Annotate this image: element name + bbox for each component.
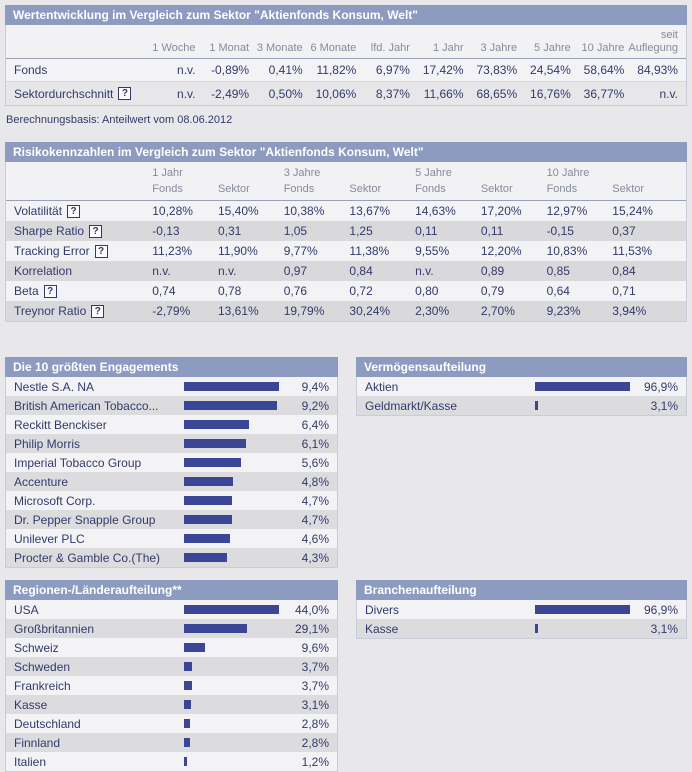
chart-row bbox=[6, 714, 337, 733]
chart-item-label: Dr. Pepper Snapple Group bbox=[14, 512, 156, 527]
chart-item-label: Nestle S.A. NA bbox=[14, 379, 95, 394]
chart-row bbox=[6, 434, 337, 453]
cell-value: 36,77% bbox=[583, 86, 625, 101]
chart-item-label: Divers bbox=[365, 602, 400, 617]
cell-value: -2,79% bbox=[152, 304, 191, 318]
help-icon[interactable]: ? bbox=[95, 245, 108, 258]
bar bbox=[184, 515, 232, 524]
charts-row-1 bbox=[5, 357, 687, 568]
bar bbox=[535, 624, 538, 633]
top-holdings-panel bbox=[5, 357, 338, 568]
chart-row bbox=[6, 733, 337, 752]
help-icon[interactable]: ? bbox=[91, 305, 104, 318]
bar bbox=[184, 757, 187, 766]
cell-value: 17,42% bbox=[422, 63, 464, 77]
chart-item-label: Finnland bbox=[14, 735, 61, 750]
cell-value: 10,38% bbox=[283, 204, 325, 218]
bar bbox=[184, 700, 191, 709]
help-icon[interactable]: ? bbox=[118, 87, 131, 100]
row-label: Sektordurchschnitt bbox=[14, 86, 114, 101]
bar-track bbox=[184, 382, 284, 391]
chart-row bbox=[6, 600, 337, 619]
bar-track bbox=[184, 515, 284, 524]
bar-track bbox=[184, 700, 284, 709]
chart-row bbox=[6, 415, 337, 434]
cell-value: n.v. bbox=[177, 86, 196, 101]
cell-value: 0,72 bbox=[349, 284, 373, 298]
performance-table bbox=[5, 25, 687, 106]
cell-value: 58,64% bbox=[583, 63, 625, 77]
sector-allocation-panel bbox=[356, 580, 687, 639]
cell-value: 0,78 bbox=[217, 284, 242, 298]
bar-track bbox=[535, 605, 635, 614]
cell-value: 0,76 bbox=[283, 284, 308, 298]
column-header: 1 Monat bbox=[209, 42, 250, 54]
subcolumn-header: Fonds bbox=[415, 183, 446, 195]
chart-item-label: Schweiz bbox=[14, 640, 59, 655]
chart-item-value: 4,7% bbox=[301, 493, 329, 508]
period-group-header: 1 Jahr bbox=[152, 167, 183, 179]
chart-item-value: 29,1% bbox=[294, 621, 329, 636]
chart-row bbox=[6, 619, 337, 638]
cell-value: 0,89 bbox=[480, 264, 505, 278]
period-group-header: 10 Jahre bbox=[546, 167, 590, 179]
help-icon[interactable]: ? bbox=[89, 225, 102, 238]
bar bbox=[184, 605, 279, 614]
bar bbox=[535, 401, 538, 410]
subcolumn-header: Sektor bbox=[349, 183, 382, 195]
table-row bbox=[6, 59, 686, 82]
chart-item-value: 6,4% bbox=[301, 417, 329, 432]
column-header: 10 Jahre bbox=[581, 42, 625, 54]
subcolumn-header: Fonds bbox=[152, 183, 183, 195]
cell-value: 9,55% bbox=[415, 244, 450, 258]
table-row bbox=[6, 281, 686, 301]
chart-item-value: 2,8% bbox=[301, 735, 329, 750]
bar bbox=[184, 420, 249, 429]
performance-section-header bbox=[5, 5, 687, 25]
chart-item-label: Reckitt Benckiser bbox=[14, 417, 107, 432]
bar-track bbox=[535, 382, 635, 391]
chart-row bbox=[6, 453, 337, 472]
chart-row bbox=[357, 600, 686, 619]
cell-value: 13,61% bbox=[217, 304, 259, 318]
risk-section-header bbox=[5, 142, 687, 162]
cell-value: 11,53% bbox=[612, 244, 653, 258]
performance-title: Wertentwicklung im Vergleich zum Sektor "Aktienfonds Konsum, Welt" bbox=[13, 8, 418, 22]
column-header: 3 Jahre bbox=[480, 42, 518, 54]
chart-item-value: 3,1% bbox=[301, 697, 329, 712]
period-group-header: 3 Jahre bbox=[283, 167, 321, 179]
chart-row bbox=[6, 396, 337, 415]
table-row bbox=[6, 221, 686, 241]
spacer bbox=[14, 167, 152, 182]
bar bbox=[184, 553, 227, 562]
bar-track bbox=[184, 738, 284, 747]
cell-value: 0,84 bbox=[349, 264, 373, 278]
cell-value: 19,79% bbox=[283, 304, 325, 318]
bar-track bbox=[184, 757, 284, 766]
cell-value: 2,30% bbox=[415, 304, 450, 318]
cell-value: n.v. bbox=[152, 264, 171, 278]
column-header: seit Auflegung bbox=[628, 29, 678, 54]
cell-value: -0,89% bbox=[211, 63, 250, 77]
chart-item-label: Schweden bbox=[14, 659, 71, 674]
asset-allocation-header bbox=[356, 357, 687, 377]
bar-track bbox=[535, 401, 635, 410]
cell-value: 1,25 bbox=[349, 224, 373, 238]
bar-track bbox=[184, 496, 284, 505]
row-label: Fonds bbox=[14, 63, 48, 77]
cell-value: 0,84 bbox=[612, 264, 636, 278]
row-label-cell bbox=[14, 204, 152, 218]
row-label-cell bbox=[14, 284, 152, 298]
row-label: Volatilität bbox=[14, 204, 63, 218]
performance-rows bbox=[6, 59, 686, 105]
risk-title: Risikokennzahlen im Vergleich zum Sektor "Aktienfonds Konsum, Welt" bbox=[13, 145, 424, 159]
cell-value: 68,65% bbox=[476, 86, 518, 101]
row-label-cell bbox=[14, 224, 152, 238]
row-label-cell bbox=[14, 304, 152, 318]
chart-item-value: 2,8% bbox=[301, 716, 329, 731]
chart-item-label: Philip Morris bbox=[14, 436, 81, 451]
top-holdings-rows bbox=[5, 377, 338, 568]
bar-track bbox=[184, 439, 284, 448]
chart-row bbox=[357, 619, 686, 638]
bar bbox=[535, 382, 630, 391]
bar-track bbox=[184, 643, 284, 652]
chart-item-label: Kasse bbox=[14, 697, 48, 712]
subcolumn-header: Sektor bbox=[612, 183, 645, 195]
help-icon[interactable]: ? bbox=[67, 205, 80, 218]
bar-track bbox=[184, 401, 284, 410]
row-label-cell bbox=[14, 244, 152, 258]
chart-item-value: 4,6% bbox=[301, 531, 329, 546]
cell-value: 1,05 bbox=[283, 224, 308, 238]
chart-row bbox=[6, 472, 337, 491]
row-label: Korrelation bbox=[14, 264, 73, 278]
cell-value: 24,54% bbox=[530, 63, 571, 77]
chart-row bbox=[6, 529, 337, 548]
chart-item-label: Deutschland bbox=[14, 716, 81, 731]
column-header: 1 Woche bbox=[152, 42, 196, 54]
bar-track bbox=[184, 534, 284, 543]
risk-subcolumn-headers bbox=[6, 182, 686, 201]
chart-item-value: 3,7% bbox=[301, 659, 329, 674]
cell-value: 11,23% bbox=[152, 244, 193, 258]
sector-allocation-rows bbox=[356, 600, 687, 639]
cell-value: 84,93% bbox=[637, 63, 678, 77]
period-group-header: 5 Jahre bbox=[415, 167, 452, 179]
cell-value: 8,37% bbox=[375, 86, 410, 101]
cell-value: -0,13 bbox=[152, 224, 180, 238]
cell-value: 17,20% bbox=[480, 204, 522, 218]
chart-row bbox=[6, 752, 337, 771]
risk-period-headers bbox=[6, 162, 686, 182]
chart-item-label: British American Tobacco... bbox=[14, 398, 159, 413]
bar-track bbox=[184, 458, 284, 467]
cell-value: 73,83% bbox=[476, 63, 518, 77]
asset-allocation-title: Vermögensaufteilung bbox=[364, 360, 487, 374]
top-holdings-title: Die 10 größten Engagements bbox=[13, 360, 179, 374]
bar-track bbox=[184, 624, 284, 633]
chart-item-label: USA bbox=[14, 602, 39, 617]
subcolumn-header: Sektor bbox=[217, 183, 250, 195]
chart-item-value: 9,4% bbox=[301, 379, 329, 394]
chart-row bbox=[6, 377, 337, 396]
cell-value: 13,67% bbox=[349, 204, 391, 218]
cell-value: 0,11 bbox=[415, 224, 438, 238]
cell-value: n.v. bbox=[659, 86, 678, 101]
chart-item-label: Procter & Gamble Co.(The) bbox=[14, 550, 161, 565]
table-row bbox=[6, 82, 686, 105]
cell-value: 11,82% bbox=[316, 63, 357, 77]
cell-value: 0,71 bbox=[612, 284, 636, 298]
chart-item-label: Aktien bbox=[365, 379, 399, 394]
chart-item-value: 4,7% bbox=[301, 512, 329, 527]
chart-item-value: 5,6% bbox=[301, 455, 329, 470]
performance-section bbox=[5, 5, 687, 106]
chart-item-value: 1,2% bbox=[301, 754, 329, 769]
chart-row bbox=[6, 491, 337, 510]
table-row bbox=[6, 261, 686, 281]
column-header: 3 Monate bbox=[256, 42, 303, 54]
cell-value: n.v. bbox=[415, 264, 434, 278]
chart-item-value: 9,6% bbox=[301, 640, 329, 655]
table-row bbox=[6, 241, 686, 261]
sector-allocation-header bbox=[356, 580, 687, 600]
cell-value: 12,20% bbox=[480, 244, 522, 258]
bar-track bbox=[184, 553, 284, 562]
cell-value: 6,97% bbox=[375, 63, 410, 77]
chart-item-value: 3,1% bbox=[650, 398, 678, 413]
cell-value: 0,97 bbox=[283, 264, 308, 278]
cell-value: 15,40% bbox=[217, 204, 259, 218]
bar bbox=[184, 439, 246, 448]
cell-value: 0,31 bbox=[217, 224, 242, 238]
cell-value: 11,38% bbox=[349, 244, 390, 258]
bar bbox=[184, 719, 190, 728]
cell-value: 10,06% bbox=[315, 86, 357, 101]
cell-value: 10,83% bbox=[546, 244, 588, 258]
chart-item-label: Imperial Tobacco Group bbox=[14, 455, 142, 470]
chart-item-value: 4,3% bbox=[301, 550, 329, 565]
cell-value: 0,11 bbox=[480, 224, 504, 238]
subcolumn-header: Sektor bbox=[480, 183, 513, 195]
chart-row bbox=[357, 377, 686, 396]
asset-allocation-panel bbox=[356, 357, 687, 416]
chart-item-label: Großbritannien bbox=[14, 621, 95, 636]
table-row bbox=[6, 301, 686, 321]
charts-row-2 bbox=[5, 580, 687, 772]
bar-track bbox=[184, 420, 284, 429]
bar-track bbox=[184, 662, 284, 671]
cell-value: -2,49% bbox=[211, 86, 250, 101]
cell-value: 11,90% bbox=[217, 244, 258, 258]
cell-value: 0,37 bbox=[612, 224, 636, 238]
cell-value: 14,63% bbox=[415, 204, 456, 218]
bar bbox=[535, 605, 630, 614]
cell-value: n.v. bbox=[217, 264, 237, 278]
bar-track bbox=[535, 624, 635, 633]
chart-item-label: Microsoft Corp. bbox=[14, 493, 96, 508]
cell-value: 0,85 bbox=[546, 264, 570, 278]
chart-item-value: 44,0% bbox=[294, 602, 329, 617]
risk-rows bbox=[6, 201, 686, 321]
asset-allocation-rows bbox=[356, 377, 687, 416]
cell-value: 2,70% bbox=[480, 304, 515, 318]
chart-item-label: Unilever PLC bbox=[14, 531, 85, 546]
column-header: lfd. Jahr bbox=[370, 42, 410, 54]
bar bbox=[184, 738, 190, 747]
region-allocation-rows bbox=[5, 600, 338, 772]
chart-item-value: 3,7% bbox=[301, 678, 329, 693]
table-row bbox=[6, 201, 686, 221]
cell-value: 16,76% bbox=[530, 86, 571, 101]
cell-value: 9,77% bbox=[283, 244, 318, 258]
help-icon[interactable]: ? bbox=[44, 285, 57, 298]
chart-item-value: 9,2% bbox=[301, 398, 329, 413]
calculation-basis-note: Berechnungsbasis: Anteilwert vom 08.06.2012 bbox=[6, 114, 233, 126]
chart-row bbox=[6, 695, 337, 714]
cell-value: 11,66% bbox=[423, 86, 464, 101]
chart-row bbox=[6, 510, 337, 529]
column-header: 1 Jahr bbox=[432, 42, 464, 54]
risk-section bbox=[5, 142, 687, 322]
chart-row bbox=[6, 676, 337, 695]
cell-value: 0,41% bbox=[268, 63, 303, 77]
chart-item-label: Italien bbox=[14, 754, 47, 769]
cell-value: 10,28% bbox=[152, 204, 193, 218]
region-allocation-title: Regionen-/Länderaufteilung** bbox=[13, 583, 182, 597]
bar bbox=[184, 458, 241, 467]
row-label-cell bbox=[14, 63, 142, 77]
cell-value: 15,24% bbox=[612, 204, 653, 218]
cell-value: 0,80 bbox=[415, 284, 439, 298]
chart-item-value: 3,1% bbox=[650, 621, 678, 636]
cell-value: 0,79 bbox=[480, 284, 505, 298]
region-allocation-header bbox=[5, 580, 338, 600]
cell-value: 9,23% bbox=[546, 304, 581, 318]
chart-item-value: 4,8% bbox=[301, 474, 329, 489]
bar-track bbox=[184, 605, 284, 614]
chart-row bbox=[357, 396, 686, 415]
bar bbox=[184, 496, 232, 505]
region-allocation-panel bbox=[5, 580, 338, 772]
bar bbox=[184, 534, 230, 543]
chart-row bbox=[6, 548, 337, 567]
cell-value: -0,15 bbox=[546, 224, 574, 238]
cell-value: 0,64 bbox=[546, 284, 570, 298]
row-label: Tracking Error bbox=[14, 244, 90, 258]
chart-item-value: 96,9% bbox=[643, 379, 678, 394]
top-holdings-header bbox=[5, 357, 338, 377]
cell-value: 0,50% bbox=[268, 86, 303, 101]
chart-row bbox=[6, 657, 337, 676]
row-label-cell bbox=[14, 87, 142, 101]
subcolumn-header: Fonds bbox=[546, 183, 578, 195]
row-label: Sharpe Ratio bbox=[14, 224, 85, 238]
chart-row bbox=[6, 638, 337, 657]
bar bbox=[184, 382, 279, 391]
column-header: 6 Monate bbox=[310, 42, 357, 54]
row-label: Beta bbox=[14, 284, 39, 298]
chart-item-label: Accenture bbox=[14, 474, 69, 489]
chart-item-label: Kasse bbox=[365, 621, 399, 636]
bar-track bbox=[184, 681, 284, 690]
bar-track bbox=[184, 719, 284, 728]
bar bbox=[184, 681, 192, 690]
chart-item-label: Geldmarkt/Kasse bbox=[365, 398, 458, 413]
chart-item-value: 96,9% bbox=[643, 602, 678, 617]
subcolumn-header: Fonds bbox=[283, 183, 315, 195]
row-label-cell bbox=[14, 264, 152, 278]
cell-value: n.v. bbox=[177, 63, 196, 77]
performance-column-headers bbox=[6, 25, 686, 59]
chart-item-label: Frankreich bbox=[14, 678, 71, 693]
cell-value: 3,94% bbox=[612, 304, 647, 318]
bar bbox=[184, 662, 192, 671]
risk-table bbox=[5, 162, 687, 322]
bar bbox=[184, 624, 247, 633]
column-header: 5 Jahre bbox=[534, 42, 571, 54]
bar bbox=[184, 477, 233, 486]
chart-item-value: 6,1% bbox=[301, 436, 329, 451]
bar-track bbox=[184, 477, 284, 486]
cell-value: 30,24% bbox=[349, 304, 391, 318]
spacer bbox=[14, 183, 152, 195]
cell-value: 0,74 bbox=[152, 284, 176, 298]
bar bbox=[184, 401, 277, 410]
sector-allocation-title: Branchenaufteilung bbox=[364, 583, 477, 597]
bar bbox=[184, 643, 205, 652]
cell-value: 12,97% bbox=[546, 204, 588, 218]
row-label: Treynor Ratio bbox=[14, 304, 87, 318]
